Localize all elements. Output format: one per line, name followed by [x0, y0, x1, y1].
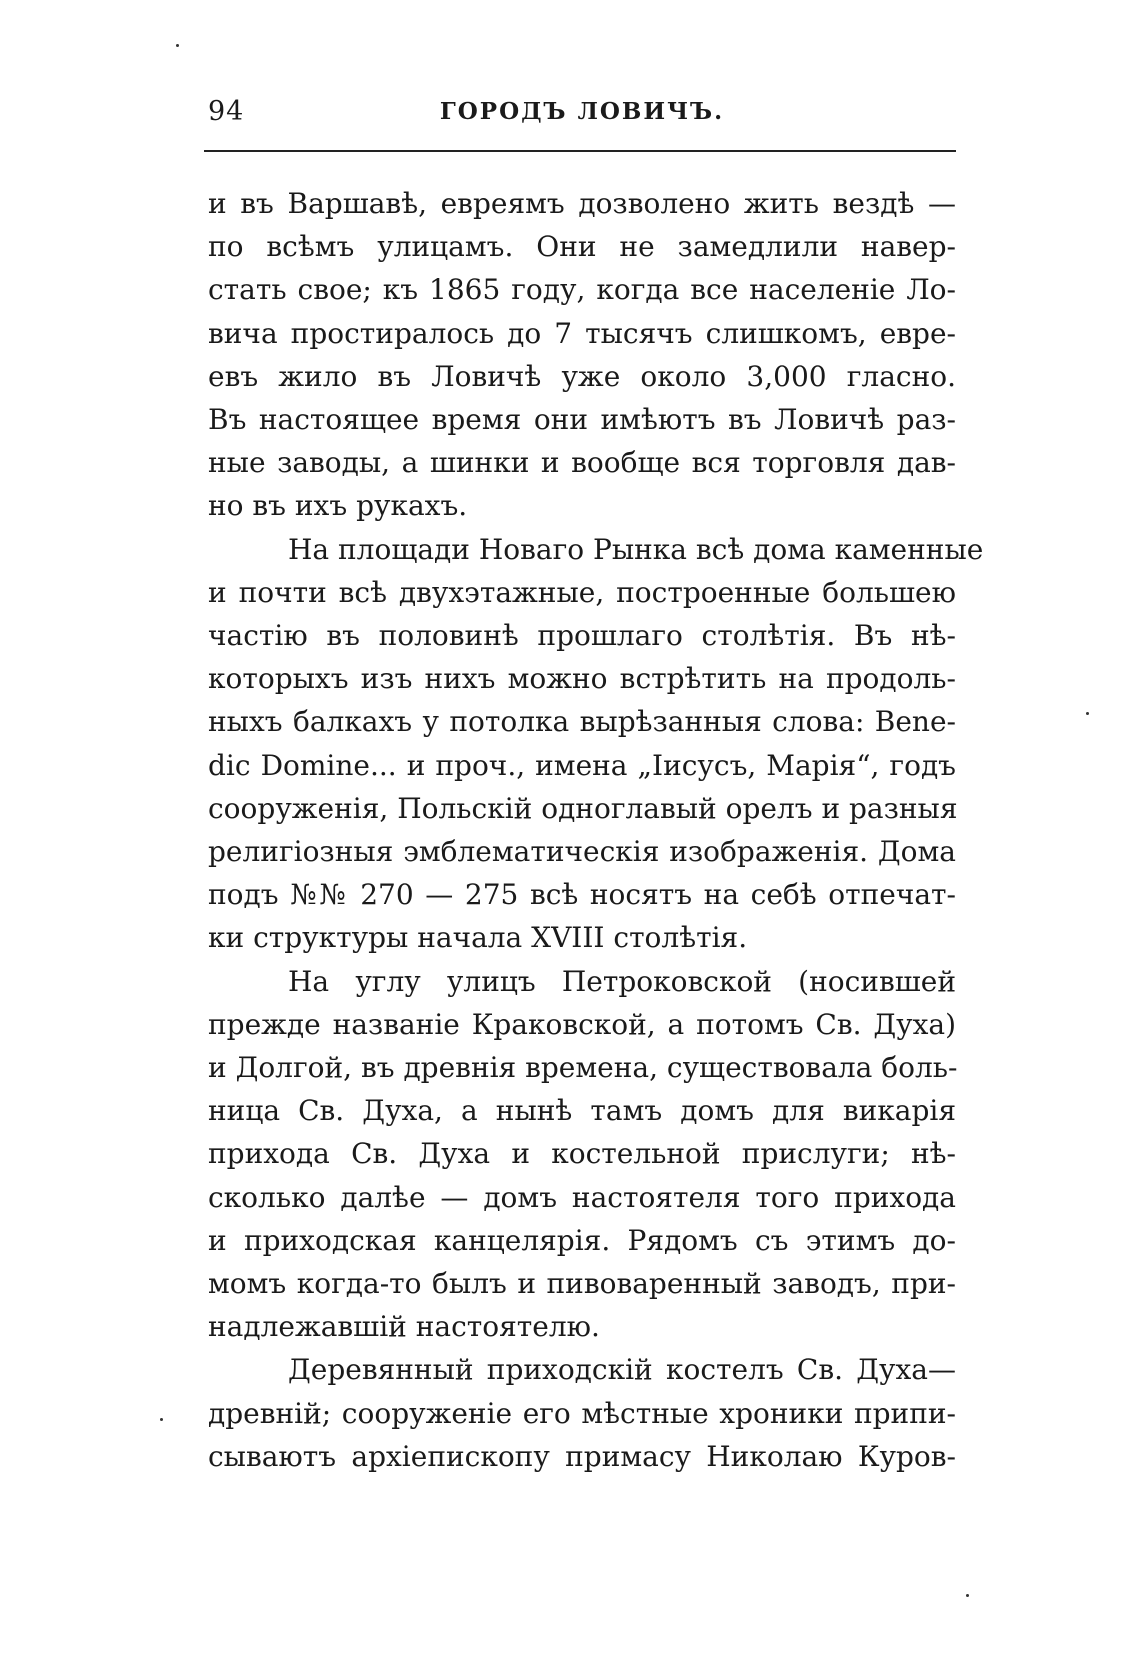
- body-text: [208, 182, 984, 1478]
- text-line: Въ настоящее время они имѣютъ въ Ловичѣ раз-: [208, 403, 956, 437]
- text-line: Деревянный приходскій костелъ Св. Духа—: [288, 1353, 956, 1387]
- text-line: евъ жило въ Ловичѣ уже около 3,000 гласно.: [208, 359, 956, 393]
- paragraph-4: [208, 1348, 956, 1478]
- text-line: и Долгой, въ древнія времена, существовала боль-: [208, 1051, 958, 1085]
- text-line: и приходская канцелярія. Рядомъ съ этимъ до-: [208, 1223, 956, 1257]
- text-line: ки структуры начала XVIII столѣтія.: [208, 921, 748, 955]
- running-title: ГОРОДЪ ЛОВИЧЪ.: [439, 98, 725, 125]
- text-line: надлежавшій настоятелю.: [208, 1310, 600, 1344]
- text-line: ница Св. Духа, а нынѣ тамъ домъ для викарія: [208, 1094, 956, 1128]
- scan-speck: [160, 1418, 163, 1421]
- page-number: 94: [208, 96, 245, 127]
- text-line: сколько далѣе — домъ настоятеля того прихода: [208, 1180, 956, 1214]
- text-line: момъ когда-то былъ и пивоваренный заводъ, при-: [208, 1267, 956, 1301]
- text-line: религіозныя эмблематическія изображенія. Дома: [208, 835, 956, 869]
- scan-speck: [176, 44, 179, 47]
- text-line: прихода Св. Духа и костельной прислуги; нѣ-: [208, 1137, 956, 1171]
- text-line: стать свое; къ 1865 году, когда все населеніе Ло-: [208, 273, 956, 307]
- page-header: [208, 96, 956, 136]
- text-line: dic Domine... и проч., имена „Іисусъ, Марія“, годъ: [208, 748, 956, 782]
- header-rule: [204, 150, 956, 152]
- paragraph-3: [208, 960, 956, 1349]
- text-line: На площади Новаго Рынка всѣ дома каменные: [288, 532, 984, 566]
- text-line: прежде названіе Краковской, а потомъ Св. Духа): [208, 1007, 956, 1041]
- text-line: которыхъ изъ нихъ можно встрѣтить на продоль-: [208, 662, 956, 696]
- text-line: подъ №№ 270 — 275 всѣ носятъ на себѣ отпечат-: [208, 878, 956, 912]
- text-line: вича простиралось до 7 тысячъ слишкомъ, евре-: [208, 316, 956, 350]
- text-line: и почти всѣ двухэтажные, построенные большею: [208, 575, 956, 609]
- paragraph-1: [208, 182, 956, 528]
- text-line: сываютъ архіепископу примасу Николаю Куров-: [208, 1439, 956, 1473]
- text-line: и въ Варшавѣ, евреямъ дозволено жить вездѣ —: [208, 187, 956, 220]
- text-line: но въ ихъ рукахъ.: [208, 489, 468, 523]
- text-line: по всѣмъ улицамъ. Они не замедлили навер-: [208, 230, 956, 264]
- scan-speck: [1086, 712, 1089, 715]
- text-line: древній; сооруженіе его мѣстные хроники припи-: [208, 1396, 956, 1430]
- text-line: ные заводы, а шинки и вообще вся торговля дав-: [208, 446, 956, 480]
- scan-speck: [966, 1594, 969, 1597]
- paragraph-2: [208, 528, 984, 960]
- text-line: На углу улицъ Петроковской (носившей: [288, 964, 956, 998]
- text-line: сооруженія, Польскій одноглавый орелъ и разныя: [208, 791, 958, 825]
- text-line: частію въ половинѣ прошлаго столѣтія. Въ нѣ-: [208, 619, 956, 653]
- text-line: ныхъ балкахъ у потолка вырѣзанныя слова: Bene-: [208, 705, 956, 739]
